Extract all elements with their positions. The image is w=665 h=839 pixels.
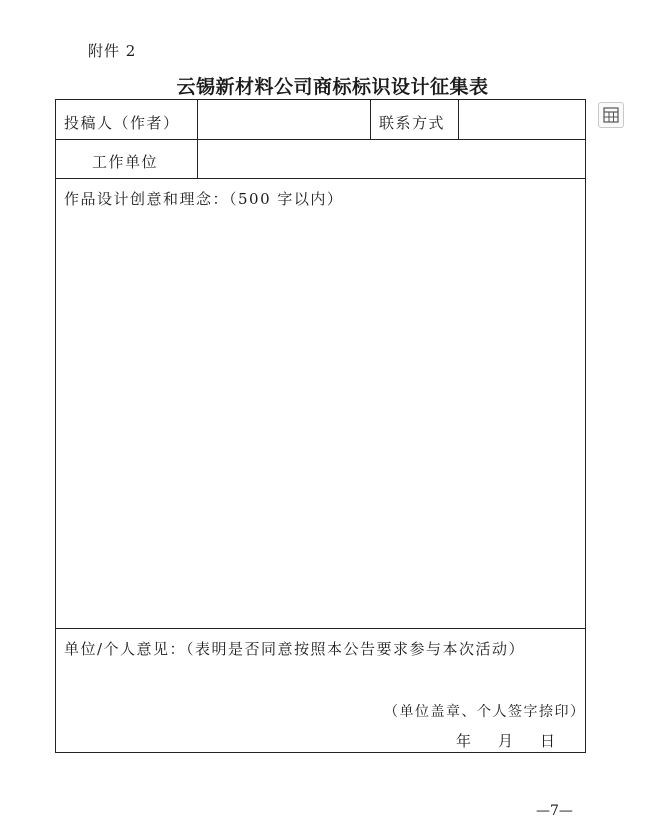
signature-note: （单位盖章、个人签字捺印） <box>384 704 586 720</box>
work-unit-label: 工作单位 <box>92 153 159 171</box>
design-concept-label: 作品设计创意和理念：（500 字以内） <box>64 190 344 208</box>
row-divider <box>56 178 585 179</box>
column-divider <box>370 100 371 140</box>
contact-field[interactable] <box>459 100 585 139</box>
table-grid-icon <box>602 106 620 124</box>
date-line: 年 月 日 <box>456 732 562 750</box>
document-title: 云锡新材料公司商标标识设计征集表 <box>176 76 489 98</box>
contributor-field[interactable] <box>198 100 370 139</box>
page-number: —7— <box>536 803 573 819</box>
submission-form-table <box>55 99 586 753</box>
contributor-label: 投稿人（作者） <box>64 114 180 132</box>
work-unit-field[interactable] <box>198 140 585 178</box>
table-view-icon[interactable] <box>598 102 624 128</box>
row-divider <box>56 628 585 629</box>
design-concept-field[interactable] <box>56 210 585 626</box>
attachment-label: 附件 2 <box>88 42 137 60</box>
contact-label: 联系方式 <box>379 114 446 132</box>
opinion-label: 单位/个人意见：（表明是否同意按照本公告要求参与本次活动） <box>64 640 526 658</box>
